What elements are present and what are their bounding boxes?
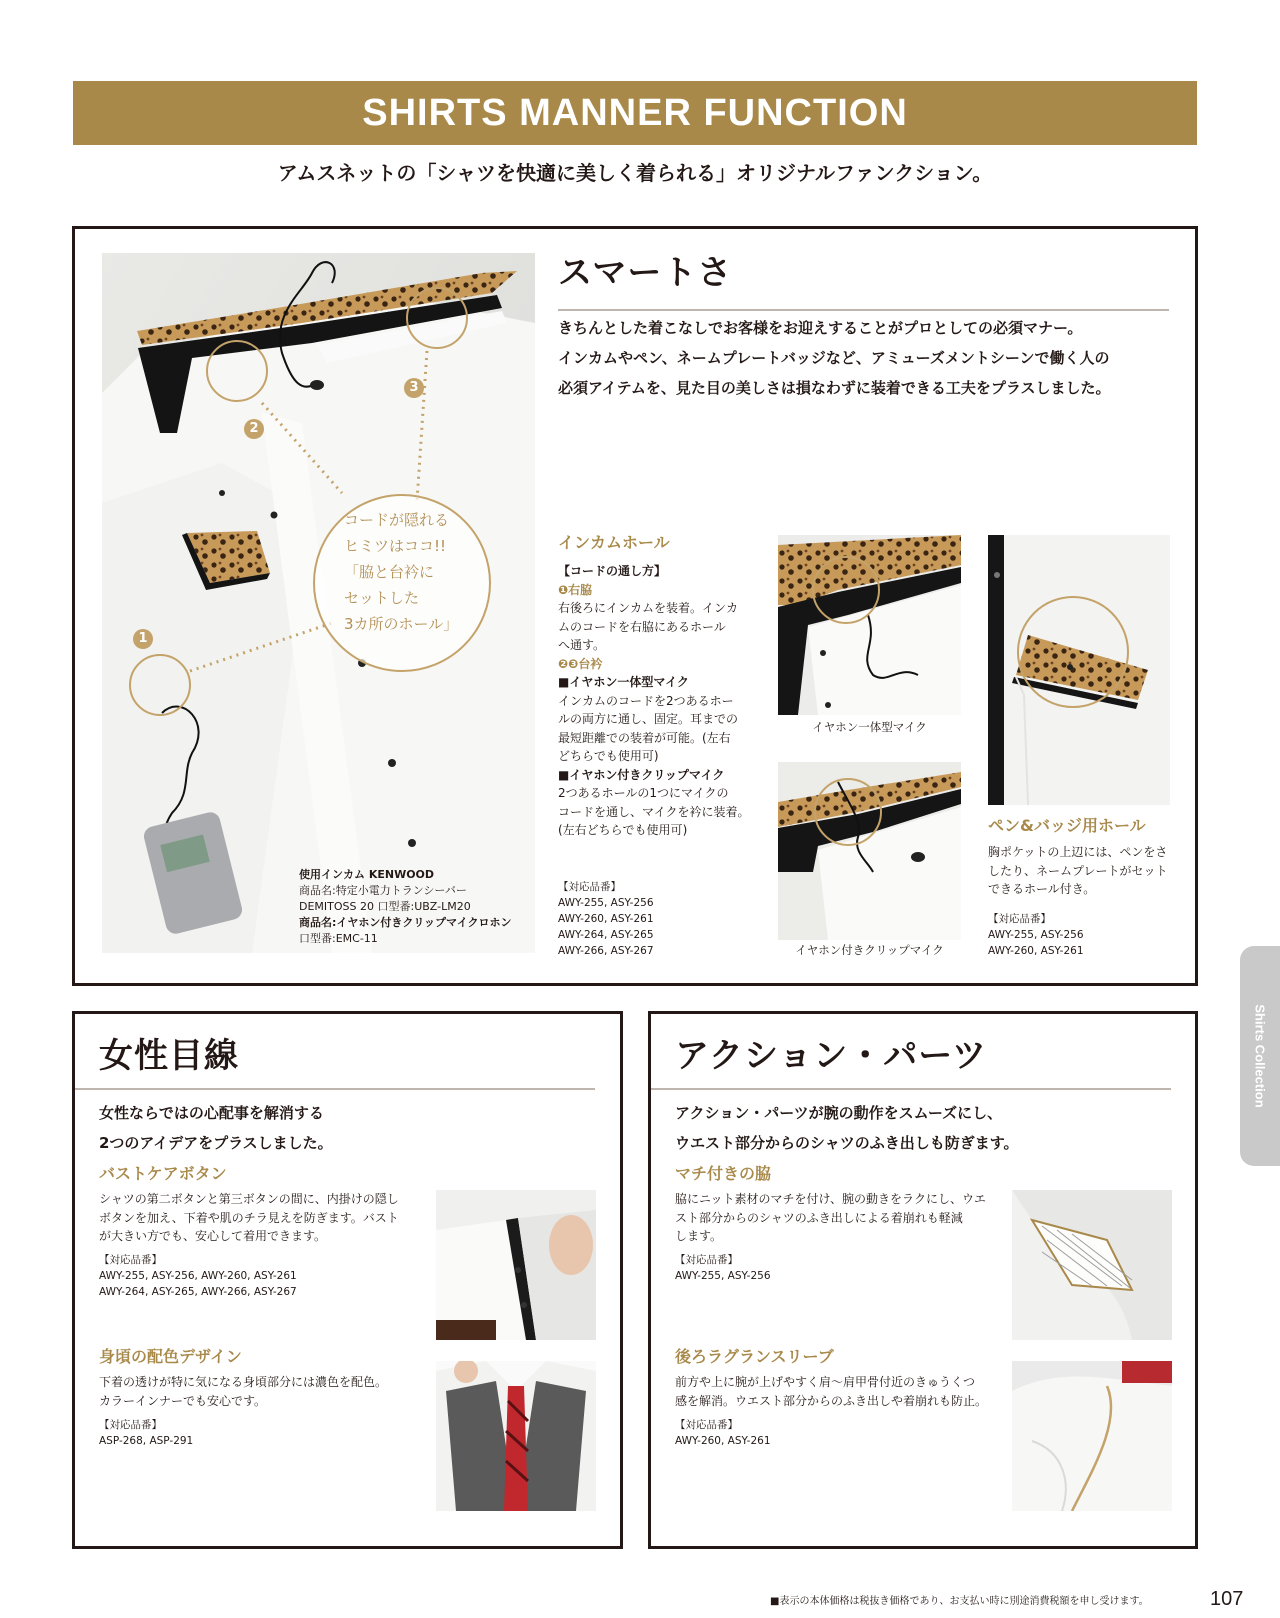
- color-design-photo: [436, 1361, 596, 1511]
- gusset-models: 【対応品番】 AWY-255, ASY-256: [675, 1254, 771, 1282]
- page-subtitle: アムスネットの「シャツを快適に美しく着られる」オリジナルファンクション。: [277, 161, 993, 185]
- footer-tax-note: ■表示の本体価格は税抜き価格であり、お支払い時に別途消費税額を申し受けます。: [770, 1596, 1149, 1607]
- action-title: アクション・パーツ: [675, 1036, 987, 1076]
- color-design-description: 下着の透けが特に気になる身頃部分には濃色を配色。 カラーインナーでも安心です。: [99, 1375, 388, 1408]
- shirts-collection-tab: Shirts Collection: [1240, 946, 1280, 1166]
- action-title-rule: [651, 1088, 1171, 1090]
- smart-title-rule: [558, 309, 1169, 311]
- pen-badge-models: 【対応品番】 AWY-255, ASY-256 AWY-260, ASY-261: [988, 913, 1084, 957]
- raglan-photo: [1012, 1361, 1172, 1511]
- bust-care-heading: バストケアボタン: [99, 1164, 227, 1183]
- marker-3: 3: [409, 380, 419, 395]
- section-banner: SHIRTS MANNER FUNCTION: [73, 81, 1197, 145]
- smart-title: スマートさ: [558, 253, 733, 293]
- raglan-description: 前方や上に腕が上げやすく肩〜肩甲骨付近のきゅうくつ 感を解消。ウエスト部分からのふき出しや着崩れも防止。: [675, 1375, 988, 1408]
- raglan-models: 【対応品番】 AWY-260, ASY-261: [675, 1419, 771, 1447]
- raglan-heading: 後ろラグランスリーブ: [675, 1347, 834, 1366]
- device-info: 使用インカム KENWOOD 商品名:特定小電力トランシーバー DEMITOSS 20 口型番:UBZ-LM20 商品名:イヤホン付きクリップマイクロホン 口型番:EMC-11: [299, 868, 512, 945]
- pen-badge-description: 胸ポケットの上辺には、ペンをさ したり、ネームプレートがセット できるホール付き。: [988, 845, 1168, 896]
- gusset-photo: [1012, 1190, 1172, 1340]
- smart-section: [72, 226, 1198, 986]
- pen-badge-heading: ペン&バッジ用ホール: [988, 816, 1146, 835]
- gusset-description: 脇にニット素材のマチを付け、腕の動きをラクにし、ウエ スト部分からのシャツのふき出しによる着崩れも軽減 します。: [675, 1192, 987, 1243]
- women-section: [72, 1011, 623, 1549]
- action-lead: アクション・パーツが腕の動作をスムーズにし、 ウエスト部分からのシャツのふき出しも防ぎます。: [675, 1104, 1019, 1152]
- hole-callout-bubble: コードが隠れる ヒミツはココ!! 「脇と台衿に セットした 3カ所のホール」: [344, 511, 459, 633]
- bust-care-photo: [436, 1190, 596, 1340]
- gusset-heading: マチ付きの脇: [675, 1164, 772, 1183]
- earphone-mic-caption: イヤホン一体型マイク: [812, 720, 927, 734]
- incam-models: 【対応品番】 AWY-255, ASY-256 AWY-260, ASY-261 AWY-264, ASY-265 AWY-266, ASY-267: [558, 881, 654, 957]
- clip-mic-caption: イヤホン付きクリップマイク: [795, 943, 944, 957]
- earphone-mic-photo: [778, 535, 961, 715]
- women-title-rule: [75, 1088, 595, 1090]
- main-shirt-photo: [102, 253, 535, 953]
- incam-description: 【コードの通し方】 ❶右脇 右後ろにインカムを装着。インカ ムのコードを右脇にあるホール へ通す。 ❷❸台衿 ■イヤホン一体型マイク インカムのコードを2つあるホー ルの両方に通し、固定。耳までの 最短距離での装着が可能。(左右 どちらでも使用可) ■イヤホン付きクリップマイク 2つあるホールの1つにマイクの コードを通し、マイクを衿に装着。 (左右どちらでも使用可): [558, 564, 750, 837]
- page-number: 107: [1210, 1588, 1244, 1610]
- marker-2: 2: [249, 421, 259, 436]
- color-design-models: 【対応品番】 ASP-268, ASP-291: [99, 1419, 194, 1447]
- women-lead: 女性ならではの心配事を解消する 2つのアイデアをプラスしました。: [99, 1104, 333, 1152]
- bust-care-description: シャツの第二ボタンと第三ボタンの間に、内掛けの隠し ボタンを加え、下着や肌のチラ見えを防ぎます。バスト が大きい方でも、安心して着用できます。: [99, 1192, 399, 1243]
- pen-badge-photo: [988, 535, 1170, 805]
- incam-hole-heading: インカムホール: [558, 533, 670, 552]
- smart-lead: きちんとした着こなしでお客様をお迎えすることがプロとしての必須マナー。 インカムやペン、ネームプレートバッジなど、アミューズメントシーンで働く人の 必須アイテムを、見た目の美しさは損なわずに装着できる工夫をプラスしました。: [558, 319, 1111, 397]
- clip-mic-photo: [778, 762, 961, 940]
- women-title: 女性目線: [99, 1036, 239, 1076]
- bust-care-models: 【対応品番】 AWY-255, ASY-256, AWY-260, ASY-261 AWY-264, ASY-265, AWY-266, ASY-267: [99, 1254, 297, 1298]
- action-section: [648, 1011, 1198, 1549]
- marker-1: 1: [138, 631, 148, 646]
- color-design-heading: 身頃の配色デザイン: [99, 1347, 242, 1366]
